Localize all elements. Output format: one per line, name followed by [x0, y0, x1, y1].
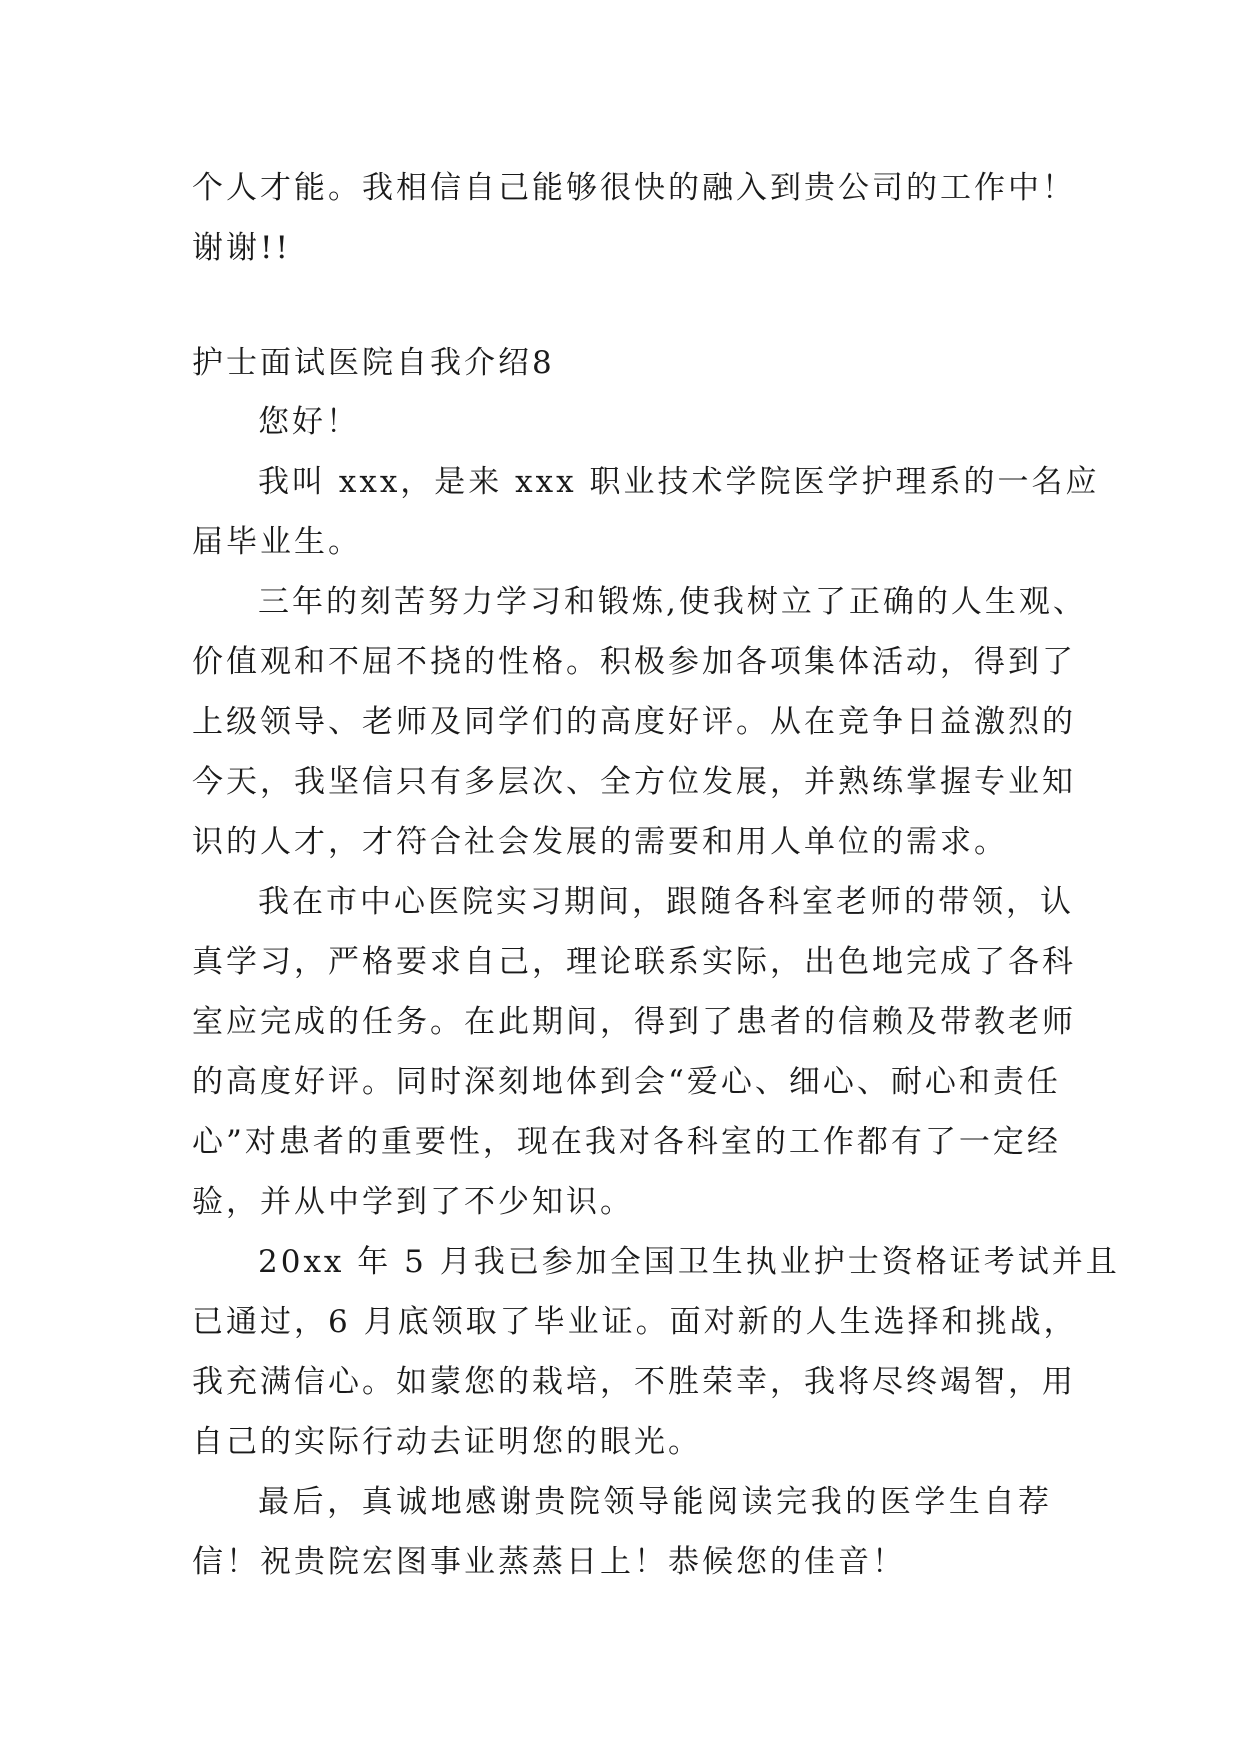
text-line: 谢谢!!	[192, 230, 291, 266]
paragraph-2-line: 三年的刻苦努力学习和锻炼,使我树立了正确的人生观、	[258, 584, 1087, 620]
paragraph-1-line: 届毕业生。	[192, 524, 362, 560]
paragraph-2-line: 识的人才，才符合社会发展的需要和用人单位的需求。	[192, 824, 1008, 860]
paragraph-3-line: 验，并从中学到了不少知识。	[192, 1184, 634, 1220]
paragraph-3-line: 真学习，严格要求自己，理论联系实际，出色地完成了各科	[192, 944, 1076, 980]
paragraph-3-line: 室应完成的任务。在此期间，得到了患者的信赖及带教老师	[192, 1004, 1076, 1040]
paragraph-3-line: 心”对患者的重要性，现在我对各科室的工作都有了一定经	[192, 1124, 1061, 1160]
text-line: 个人才能。我相信自己能够很快的融入到贵公司的工作中！	[192, 170, 1076, 206]
paragraph-2-line: 今天，我坚信只有多层次、全方位发展，并熟练掌握专业知	[192, 764, 1076, 800]
greeting: 您好！	[258, 404, 360, 440]
previous-section-ending	[192, 158, 1076, 278]
paragraph-4-line: 自己的实际行动去证明您的眼光。	[192, 1424, 702, 1460]
heading-text: 护士面试医院自我介绍8	[192, 345, 555, 381]
paragraph-1-line: 我叫 xxx，是来 xxx 职业技术学院医学护理系的一名应	[258, 464, 1100, 500]
paragraph-3-line: 的高度好评。同时深刻地体到会“爱心、细心、耐心和责任	[192, 1064, 1061, 1100]
paragraph-5-line: 信！祝贵院宏图事业蒸蒸日上！恭候您的佳音！	[192, 1544, 906, 1580]
paragraph-3-line: 我在市中心医院实习期间，跟随各科室老师的带领，认	[258, 884, 1074, 920]
paragraph-5-line: 最后，真诚地感谢贵院领导能阅读完我的医学生自荐	[258, 1484, 1052, 1520]
section-heading	[192, 333, 1052, 393]
letter-body	[192, 392, 1120, 1592]
paragraph-4-line: 我充满信心。如蒙您的栽培，不胜荣幸，我将尽终竭智，用	[192, 1364, 1076, 1400]
paragraph-2-line: 价值观和不屈不挠的性格。积极参加各项集体活动，得到了	[192, 644, 1076, 680]
paragraph-4-line: 20xx 年 5 月我已参加全国卫生执业护士资格证考试并且	[258, 1244, 1120, 1280]
paragraph-2-line: 上级领导、老师及同学们的高度好评。从在竞争日益激烈的	[192, 704, 1076, 740]
paragraph-4-line: 已通过，6 月底领取了毕业证。面对新的人生选择和挑战，	[192, 1304, 1078, 1340]
